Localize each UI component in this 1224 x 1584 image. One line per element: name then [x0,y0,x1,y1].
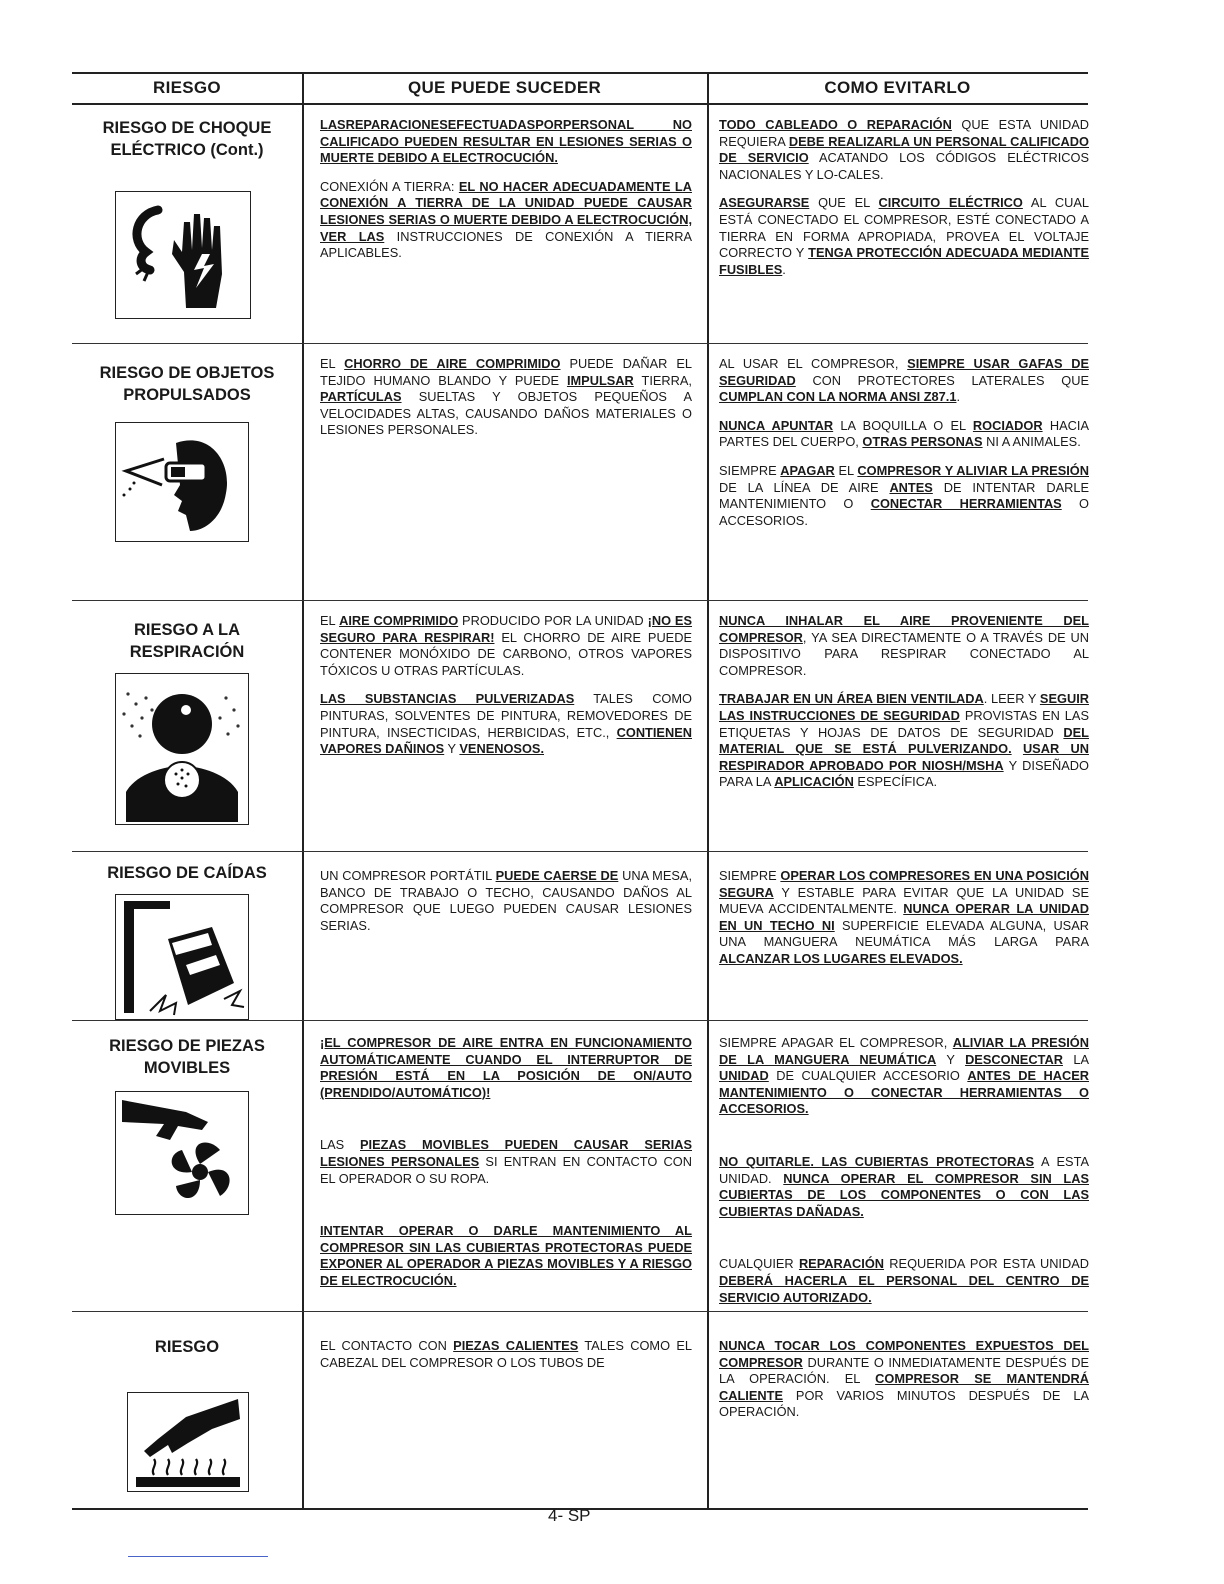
emphasis-text: ROCIADOR [972,417,1043,433]
paragraph [719,691,1089,791]
emphasis-text: DEBERÁ HACERLA EL PERSONAL DEL CENTRO DE SERVICIO AUTORIZADO. [719,1272,1089,1305]
emphasis-text: CONECTAR HERRAMIENTAS [870,496,1062,512]
body-text: PUEDE DAÑAR EL TEJIDO HUMANO BLANDO Y PUEDE [320,356,693,388]
body-text: POR VARIOS MINUTOS DESPUÉS DE LA OPERACIÓN. [719,1387,1089,1420]
body-text: EL CONTACTO CON [320,1338,454,1353]
body-text: PRODUCIDO POR LA UNIDAD [458,613,648,628]
emphasis-text: APLICACIÓN [774,774,854,790]
body-text: , YA SEA DIRECTAMENTE O A TRAVÉS DE UN DISPOSITIVO PARA RESPIRAR CONECTADO AL COMPRESOR. [719,629,1089,678]
hazard-row [72,852,1088,1021]
paragraph [320,1338,692,1371]
emphasis-text: SEGUIR LAS INSTRUCCIONES DE SEGURIDAD [719,691,1089,723]
paragraph [719,1338,1089,1421]
emphasis-text: PUEDE CAERSE DE [495,868,619,883]
emphasis-text: EL NO HACER ADECUADAMENTE LA CONEXIÓN A TIERRA DE LA UNIDAD PUEDE CAUSAR LESIONES SERIAS O MUERTE DEBIDO A ELECTROCUCIÓN, VER LAS [320,178,692,244]
moving-parts-fan-icon [115,1091,249,1215]
body-text: TIERRA, [633,372,692,388]
avoid-paragraphs [719,613,1089,791]
emphasis-text: PARTÍCULAS [320,389,402,405]
header-que-puede-suceder: QUE PUEDE SUCEDER [407,78,602,97]
body-text: O ACCESORIOS. [719,496,1089,528]
hazard-row [72,105,1088,344]
emphasis-text: ALIVIAR LA PRESIÓN DE LA MANGUERA NEUMÁTICA [719,1035,1089,1067]
what-paragraphs [320,868,692,934]
body-text: SUPERFICIE ELEVADA ALGUNA, USAR UNA MANGUERA NEUMÁTICA MÁS LARGA PARA [719,917,1089,950]
body-text: TALES COMO PINTURAS, SOLVENTES DE PINTURA, REMOVEDORES DE PINTURA, INSECTICIDAS, HERBICIDAS, ETC., [320,691,692,740]
emphasis-text: TENGA PROTECCIÓN ADECUADA MEDIANTE FUSIBLES [719,245,1090,277]
paragraph [719,1154,1089,1220]
emphasis-text: OPERAR LOS COMPRESORES EN UNA POSICIÓN SEGURA [719,868,1090,900]
body-text: LA [1062,1051,1089,1067]
body-text: Y ESTABLE PARA EVITAR QUE LA UNIDAD SE MUEVA ACCIDENTALMENTE. [719,884,1089,917]
body-text: EL [320,613,340,628]
emphasis-text: APAGAR [780,462,835,478]
paragraph [719,117,1089,183]
what-paragraphs [320,117,692,262]
body-text: LA BOQUILLA O EL [833,417,973,433]
body-text: SIEMPRE APAGAR EL COMPRESOR, [719,1035,953,1050]
how-to-avoid [719,105,1089,278]
emphasis-text: IMPULSAR [566,372,634,388]
body-text: SIEMPRE [719,462,781,478]
paragraph [320,868,692,934]
body-text: EL [320,356,345,371]
emphasis-text: VENENOSOS. [459,741,545,757]
body-text: DE CUALQUIER ACCESORIO [768,1068,968,1084]
emphasis-text: NO QUITARLE. LAS CUBIERTAS PROTECTORAS [719,1153,1035,1169]
body-text: . LEER Y [983,691,1040,707]
hot-surface-icon [127,1392,249,1492]
hazard-row [72,1021,1088,1312]
emphasis-text: NUNCA TOCAR LOS COMPONENTES EXPUESTOS DEL COMPRESOR [719,1338,1089,1370]
paragraph [320,613,692,679]
emphasis-text: DEBE REALIZARLA UN PERSONAL CALIFICADO DE SERVICIO [719,133,1089,166]
table-header [72,72,1088,105]
avoid-paragraphs [719,868,1089,968]
emphasis-text: ASEGURARSE [719,195,810,211]
emphasis-text: REPARACIÓN [798,1256,885,1272]
body-text: SUELTAS Y OBJETOS PEQUEÑOS A VELOCIDADES ALTAS, CAUSANDO DAÑOS MATERIALES O LESIONES PERSONALES. [320,389,692,438]
emphasis-text: DEL MATERIAL QUE SE ESTÁ PULVERIZANDO. [719,724,1089,757]
emphasis-text: OTRAS PERSONAS [862,434,983,450]
emphasis-text: UNIDAD [719,1068,769,1084]
paragraph [320,1035,692,1101]
electric-shock-icon [115,191,251,319]
hazard-title: RIESGO DE CHOQUE ELÉCTRICO (Cont.) [102,119,272,159]
body-text: UNA MESA, BANCO DE TRABAJO O TECHO, CAUSANDO DAÑOS AL COMPRESOR QUE LUEGO PUEDEN CAUSAR LESIONES SERIAS. [320,868,693,933]
what-paragraphs [320,1338,692,1371]
body-text: ACATANDO LOS CÓDIGOS ELÉCTRICOS NACIONALES Y LO-CALES. [719,150,1089,182]
emphasis-text: CUMPLAN CON LA NORMA ANSI Z87.1 [719,389,957,405]
paragraph [719,613,1089,679]
hazard-title: RIESGO DE PIEZAS MOVIBLES [109,1037,265,1077]
hazard-row [72,344,1088,601]
body-text: CON PROTECTORES LATERALES QUE [795,372,1089,388]
respiratory-hazard-icon [115,673,249,825]
emphasis-text: PIEZAS CALIENTES [453,1338,579,1353]
avoid-paragraphs [719,356,1089,529]
body-text: QUE EL [809,195,879,211]
emphasis-text: ANTES [889,479,933,495]
emphasis-text: ¡EL COMPRESOR DE AIRE ENTRA EN FUNCIONAMIENTO AUTOMÁTICAMENTE CUANDO EL INTERRUPTOR DE PRESIÓN ESTÁ EN LA POSICIÓN DE ON/AUTO (PRENDIDO/AUTOMÁTICO)! [320,1035,692,1100]
header-riesgo: RIESGO [153,78,221,97]
emphasis-text: AIRE COMPRIMIDO [339,613,459,628]
body-text: HACIA PARTES DEL CUERPO, [719,417,1089,450]
body-text: Y DISEÑADO PARA LA [719,757,1089,790]
emphasis-text: COMPRESOR Y ALIVIAR LA PRESIÓN [857,462,1089,478]
emphasis-text: DESCONECTAR [965,1051,1063,1067]
hazard-title: RIESGO A LA RESPIRACIÓN [129,621,245,661]
emphasis-text: CIRCUITO ELÉCTRICO [878,195,1023,211]
body-text: PROVISTAS EN LAS ETIQUETAS Y HOJAS DE DATOS DE SEGURIDAD [719,707,1089,740]
paragraph [320,691,692,757]
paragraph [719,868,1089,968]
body-text: EL CHORRO DE AIRE PUEDE CONTENER MONÓXIDO DE CARBONO, OTROS VAPORES TÓXICOS U OTRAS PARTÍCULAS. [320,629,692,678]
hazard-title: RIESGO DE CAÍDAS [107,864,267,882]
emphasis-text: NUNCA OPERAR EL COMPRESOR SIN LAS CUBIERTAS DE LOS COMPONENTES O CON LAS CUBIERTAS DAÑADAS. [719,1170,1089,1219]
body-text: LAS [320,1137,360,1153]
body-text: NI A ANIMALES. [982,434,1081,450]
emphasis-text: COMPRESOR SE MANTENDRÁ CALIENTE [719,1371,1090,1403]
body-text: TALES COMO EL CABEZAL DEL COMPRESOR O LOS TUBOS DE [320,1338,692,1370]
what-paragraphs [320,356,692,439]
emphasis-text: TODO CABLEADO O REPARACIÓN [719,117,952,132]
page-number: 4- SP [548,1506,591,1525]
header-como-evitarlo: COMO EVITARLO [824,78,971,97]
paragraph [320,117,692,167]
emphasis-text: SIEMPRE USAR GAFAS DE SEGURIDAD [719,356,1089,388]
emphasis-text: ANTES DE HACER MANTENIMIENTO O CONECTAR HERRAMIENTAS O ACCESORIOS. [719,1068,1089,1117]
body-text: DE LA LÍNEA DE AIRE [719,479,890,495]
body-text: SI ENTRAN EN CONTACTO CON EL OPERADOR O SU ROPA. [320,1153,692,1186]
paragraph [320,179,692,262]
hazard-title: RIESGO DE OBJETOS PROPULSADOS [99,364,275,404]
emphasis-text: LASREPARACIONESEFECTUADASPORPERSONAL NO CALIFICADO PUEDEN RESULTAR EN LESIONES SERIAS O MUERTE DEBIDO A ELECTROCUCIÓN. [320,117,692,166]
emphasis-text: NUNCA OPERAR LA UNIDAD EN UN TECHO NI [719,901,1089,933]
footer-rule [128,1556,268,1557]
body-text: . [956,389,961,405]
emphasis-text: LAS SUBSTANCIAS PULVERIZADAS [320,691,575,707]
avoid-paragraphs [719,1035,1089,1306]
paragraph [719,463,1089,529]
emphasis-text: INTENTAR OPERAR O DARLE MANTENIMIENTO AL COMPRESOR SIN LAS CUBIERTAS PROTECTORAS PUEDE EXPONER AL OPERADOR A PIEZAS MOVIBLES Y A RIESGO DE ELECTROCUCIÓN. [320,1223,692,1288]
avoid-paragraphs [719,117,1089,278]
paragraph [719,356,1089,406]
paragraph [320,356,692,439]
body-text: Y [444,741,460,757]
emphasis-text: ALCANZAR LOS LUGARES ELEVADOS. [719,950,963,966]
body-text: DURANTE O INMEDIATAMENTE DESPUÉS DE LA OPERACIÓN. EL [719,1354,1089,1387]
paragraph [719,1256,1089,1306]
paragraph [320,1137,692,1187]
body-text: . [782,261,786,277]
body-text: AL USAR EL COMPRESOR, [719,356,908,371]
safety-table [72,72,1088,1510]
paragraph [719,195,1089,278]
emphasis-text: CONTIENEN VAPORES DAÑINOS [320,724,692,757]
hazard-row [72,601,1088,852]
body-text: QUE ESTA UNIDAD REQUIERA [719,117,1089,149]
eye-protection-icon [115,422,249,542]
body-text: A ESTA UNIDAD. [719,1153,1089,1186]
what-paragraphs [320,613,692,758]
what-paragraphs [320,1035,692,1290]
body-text: SIEMPRE [719,868,781,883]
emphasis-text: NUNCA INHALAR EL AIRE PROVENIENTE DEL COMPRESOR [719,613,1089,645]
body-text: UN COMPRESOR PORTÁTIL [320,868,496,883]
paragraph [719,1035,1089,1118]
body-text: EL [834,462,858,478]
emphasis-text: CHORRO DE AIRE COMPRIMIDO [344,356,561,371]
emphasis-text: NUNCA APUNTAR [719,417,834,433]
body-text: DE INTENTAR DARLE MANTENIMIENTO O [719,479,1089,512]
body-text: ESPECÍFICA. [853,774,938,790]
body-text: AL CUAL ESTÁ CONECTADO EL COMPRESOR, ESTÉ CONECTADO A TIERRA EN FORMA APROPIADA, PROVEA EL VOLTAJE CORRECTO Y [719,195,1089,261]
emphasis-text: ¡NO ES SEGURO PARA RESPIRAR! [320,613,693,645]
emphasis-text: PIEZAS MOVIBLES PUEDEN CAUSAR SERIAS LESIONES PERSONALES [320,1137,692,1169]
hazard-row [72,1312,1088,1510]
paragraph [320,1223,692,1289]
hazard-title: RIESGO [154,1338,220,1356]
falling-compressor-icon [115,894,249,1020]
body-text: REQUERIDA POR ESTA UNIDAD [884,1256,1090,1272]
body-text: CUALQUIER [719,1256,799,1272]
body-text [1012,741,1023,756]
body-text: INSTRUCCIONES DE CONEXIÓN A TIERRA APLICABLES. [320,228,692,261]
emphasis-text: USAR UN RESPIRADOR APROBADO POR NIOSH/MSHA [719,741,1089,773]
body-text: Y [936,1051,966,1067]
avoid-paragraphs [719,1338,1089,1421]
body-text: CONEXIÓN A TIERRA: [320,178,459,194]
paragraph [719,418,1089,451]
emphasis-text: TRABAJAR EN UN ÁREA BIEN VENTILADA [719,691,984,707]
what-can-happen [320,105,692,262]
